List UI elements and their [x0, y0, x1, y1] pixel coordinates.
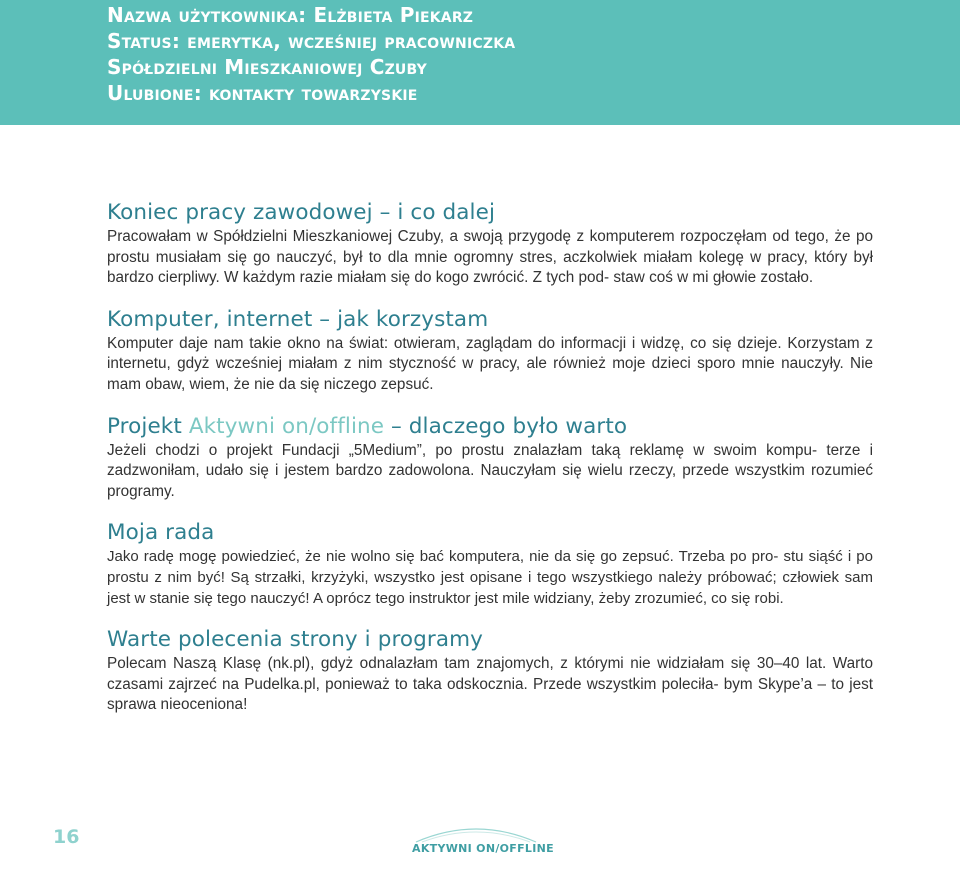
user-name: Nazwa użytkownika: Elżbieta Piekarz	[107, 3, 474, 27]
text-line: Jako radę mogę powiedzieć, że nie wolno się bać komputera, nie da się go zepsuć. Trzeba po pro-	[107, 548, 779, 566]
logo-arc-icon	[412, 824, 542, 844]
section-text	[107, 334, 873, 396]
text-line: próbować; człowiek sam jest w stanie się tego nauczyć! A oprócz tego instruktor jest mile widziany,	[107, 568, 874, 607]
user-favorites: Ulubione: kontakty towarzyskie	[107, 81, 418, 105]
text-line: Pracowałam w Spółdzielni Mieszkaniowej Czuby, a swoją przygodę z komputerem rozpoczęłam	[107, 228, 767, 245]
section-advice	[107, 518, 873, 609]
section-title: Komputer, internet – jak korzystam	[107, 306, 489, 332]
text-line: Komputer daje nam takie okno na świat: otwieram, zaglądam do informacji i widzę, co się dzieje.	[107, 334, 782, 352]
text-line: Polecam Naszą Klasę (nk.pl), gdyż odnalazłam tam znajomych, z którymi nie widziałam się 30–40	[107, 655, 800, 673]
section-career-end	[107, 198, 873, 289]
user-status-continued: Spółdzielni Mieszkaniowej Czuby	[107, 55, 427, 79]
page-number: 16	[53, 826, 80, 848]
text-line: kolegę w pracy, który był bardzo cierpliwy. W każdym razie miałam się do kogo zwrócić. Z tych pod-	[107, 248, 873, 287]
section-title: Koniec pracy zawodowej – i co dalej	[107, 200, 496, 225]
section-recommendations	[107, 625, 873, 716]
text-line: żeby zrozumieć, co się robi.	[598, 589, 784, 607]
text-line: od tego, że po prostu musiałam się go nauczyć, był to dla mnie ogromny stres, aczkolwiek miałam	[107, 228, 873, 266]
section-text	[107, 227, 873, 289]
section-text	[107, 547, 873, 609]
section-text	[107, 441, 873, 503]
section-title: Moja rada	[107, 520, 215, 546]
text-line: staw coś w mi głowie zostało.	[613, 269, 814, 287]
text-line: lat. Warto czasami zajrzeć na Pudelka.pl, ponieważ to taka odskocznia. Przede wszystkim poleciła-	[107, 655, 873, 693]
header-banner	[0, 0, 960, 125]
project-name: Aktywni on/offline	[188, 413, 385, 439]
section-title	[107, 412, 873, 441]
text-line: bym Skype’a – to jest sprawa nieoceniona!	[107, 675, 874, 714]
section-title: Warte polecenia strony i programy	[107, 627, 483, 653]
logo-text: AKTYWNI ON/OFFLINE	[412, 842, 554, 855]
article-body	[107, 198, 873, 716]
user-status: Status: emerytka, wcześniej pracowniczka	[107, 29, 516, 53]
section-text	[107, 654, 873, 716]
text-line: terze i zadzwoniłam, udało się i jestem bardzo zadowolona. Nauczyłam się wielu rzeczy, przede	[107, 441, 874, 480]
project-logo	[412, 826, 554, 864]
title-suffix: – dlaczego było warto	[384, 413, 628, 439]
text-line: sporo mnie nauczyły. Nie mam obaw, wiem, że nie da się niczego zepsuć.	[107, 355, 873, 393]
title-prefix: Projekt	[107, 413, 189, 439]
text-line: wszystkim rozumieć programy.	[107, 462, 873, 500]
text-line: Jeżeli chodzi o projekt Fundacji „5Medium”, po prostu znalazłam taką reklamę w swoim kompu-	[107, 441, 818, 459]
section-computer-internet	[107, 305, 873, 396]
text-line: Korzystam z internetu, gdyż wcześniej miałam z nim styczność w pracy, ale również moje dzieci	[107, 334, 873, 373]
section-project	[107, 412, 873, 503]
text-line: stu siąść i po prostu z nim być! Są strzałki, krzyżyki, wszystko jest opisane i tego wszystkiego należy	[107, 548, 873, 586]
